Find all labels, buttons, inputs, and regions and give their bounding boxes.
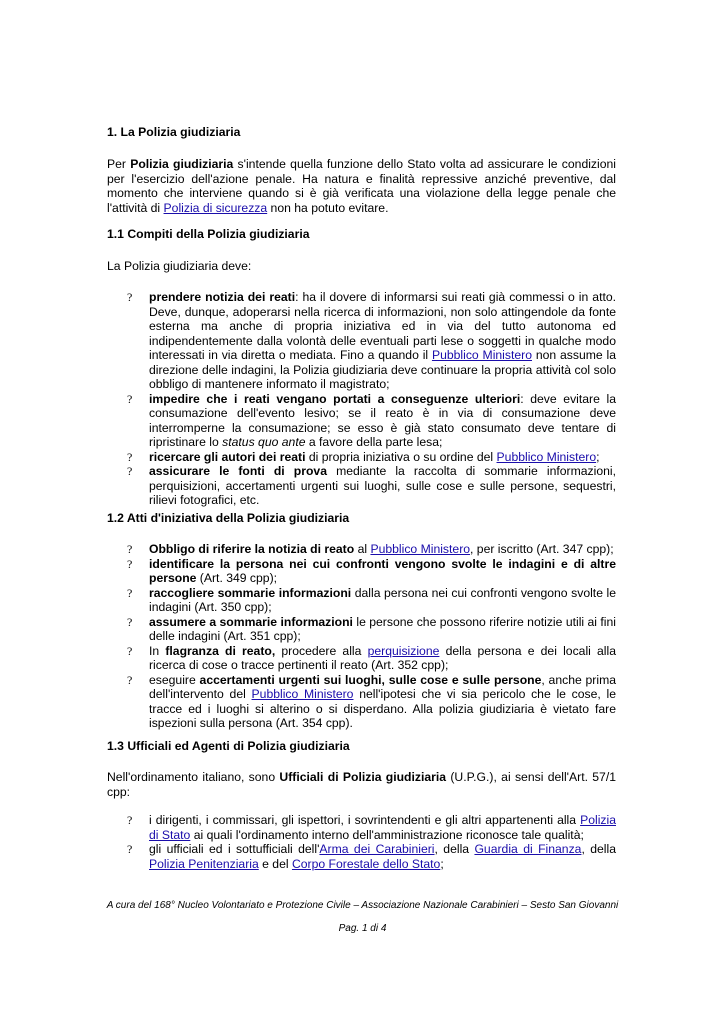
link-corpo-forestale[interactable]: Corpo Forestale dello Stato xyxy=(291,856,441,871)
heading-1-1: 1.1 Compiti della Polizia giudiziaria xyxy=(107,227,310,241)
list-item: ? assumere a sommarie informazioni le persone che possono riferire notizie utili ai fini delle indagini (Art. 351 cpp); xyxy=(127,614,616,643)
paragraph-ufficiali: Nell'ordinamento italiano, sono Ufficiali di Polizia giudiziaria (U.P.G.), ai sensi dell'Art. 57/1 cpp: xyxy=(107,770,616,799)
list-item: ? Obbligo di riferire la notizia di reato al Pubblico Ministero, per iscritto (Art. 347 cpp); xyxy=(127,542,614,556)
link-polizia-di-stato[interactable]: Polizia di Stato xyxy=(149,813,616,842)
bullet-marker: ? xyxy=(127,585,133,600)
bullet-marker: ? xyxy=(127,391,133,406)
list-item: ? ricercare gli autori dei reati di propria iniziativa o su ordine del Pubblico Ministero; xyxy=(127,449,600,464)
bullet-marker: ? xyxy=(127,614,133,629)
bullet-marker: ? xyxy=(127,449,133,464)
list-item: ? i dirigenti, i commissari, gli ispettori, i sovrintendenti e gli altri appartenenti alla Polizia di Stato ai quali l'ordinamento interno dell'amministrazione riconosce tale qualità; xyxy=(127,813,616,842)
link-pubblico-ministero[interactable]: Pubblico Ministero xyxy=(431,348,532,362)
list-atti xyxy=(107,542,616,731)
list-item: ? In flagranza di reato, procedere alla perquisizione della persona e dei locali alla ricerca di cose o tracce pertinenti il reato (Art. 352 cpp); xyxy=(127,643,616,672)
list-item: ? eseguire accertamenti urgenti sui luoghi, sulle cose e sulle persone, anche prima dell'intervento del Pubblico Ministero nell'ipotesi che vi sia pericolo che le cose, le tracce ed i luoghi si alterino o si disperdano. Alla polizia giudiziaria è vietato fare ispezioni sulla persona (Art. 354 cpp). xyxy=(127,672,617,730)
link-pubblico-ministero[interactable]: Pubblico Ministero xyxy=(370,542,471,556)
paragraph-definition: Per Polizia giudiziaria s'intende quella funzione dello Stato volta ad assicurare le condizioni per l'esercizio dell'azione penale. Ha natura e finalità repressive anziché preventive, dal momento che interviene quando si è già verificata una violazione della legge penale che l'attività di Polizia di sicurezza non ha potuto evitare. xyxy=(107,157,616,215)
heading-1: 1. La Polizia giudiziaria xyxy=(107,125,241,139)
list-item: ? raccogliere sommarie informazioni dalla persona nei cui confronti vengono svolte le indagini (Art. 350 cpp); xyxy=(127,585,617,614)
footer-credit: A cura del 168° Nucleo Volontariato e Protezione Civile – Associazione Nazionale Carabinieri – Sesto San Giovanni xyxy=(106,900,619,911)
link-polizia-penitenziaria[interactable]: Polizia Penitenziaria xyxy=(149,856,259,871)
paragraph-intro: La Polizia giudiziaria deve: xyxy=(107,259,252,273)
bullet-marker: ? xyxy=(127,672,133,687)
link-guardia-di-finanza[interactable]: Guardia di Finanza xyxy=(474,842,582,856)
link-perquisizione[interactable]: perquisizione xyxy=(367,643,440,658)
heading-1-2: 1.2 Atti d'iniziativa della Polizia giudiziaria xyxy=(107,511,350,525)
list-item: ? gli ufficiali ed i sottufficiali dell'Arma dei Carabinieri, della Guardia di Finanza, della Polizia Penitenziaria e del Corpo Forestale dello Stato; xyxy=(127,842,616,871)
link-pubblico-ministero[interactable]: Pubblico Ministero xyxy=(496,449,597,464)
page-number: Pag. 1 di 4 xyxy=(338,923,387,934)
link-arma-dei-carabinieri[interactable]: Arma dei Carabinieri xyxy=(319,842,435,856)
list-item: ? identificare la persona nei cui confronti vengono svolte le indagini e di altre persone (Art. 349 cpp); xyxy=(127,556,616,585)
bullet-marker: ? xyxy=(127,556,133,571)
bullet-marker: ? xyxy=(127,290,133,304)
list-ufficiali xyxy=(107,813,616,871)
bullet-marker: ? xyxy=(127,842,133,856)
list-item: ? assicurare le fonti di prova mediante la raccolta di sommarie informazioni, perquisizioni, accertamenti urgenti sui luoghi, sulle cose e sulle persone, sequestri, rilievi fotografici, etc. xyxy=(127,464,616,507)
link-pubblico-ministero[interactable]: Pubblico Ministero xyxy=(251,687,354,701)
list-compiti xyxy=(107,290,616,508)
bullet-marker: ? xyxy=(127,813,133,827)
bullet-marker: ? xyxy=(127,643,133,658)
bullet-marker: ? xyxy=(127,464,133,478)
link-polizia-di-sicurezza[interactable]: Polizia di sicurezza xyxy=(163,200,268,215)
list-item: ? prendere notizia dei reati: ha il dovere di informarsi sui reati già commessi o in atto. Deve, dunque, adoperarsi nella ricerca di informazioni, non solo attingendole da fonte esterna ma anche di propria iniziativa ed in via del tutto autonoma ed indipendentemente dalla volontà delle eventuali parti lese o soggetti in qualche modo interessati in via diretta o mediata. Fino a quando il Pubblico Ministero non assume la direzione delle indagini, la Polizia giudiziaria deve continuare la propria attività col solo obbligo di mantenere informato il magistrato; xyxy=(127,290,617,391)
heading-1-3: 1.3 Ufficiali ed Agenti di Polizia giudiziaria xyxy=(107,739,350,753)
list-item: ? impedire che i reati vengano portati a conseguenze ulteriori: deve evitare la consumazione dell'evento lesivo; se il reato è in via di consumazione deve interromperne la consumazione; se esso è già stato consumato deve tentare di ripristinare lo status quo ante a favore della parte lesa; xyxy=(127,391,616,449)
bullet-marker: ? xyxy=(127,542,133,556)
